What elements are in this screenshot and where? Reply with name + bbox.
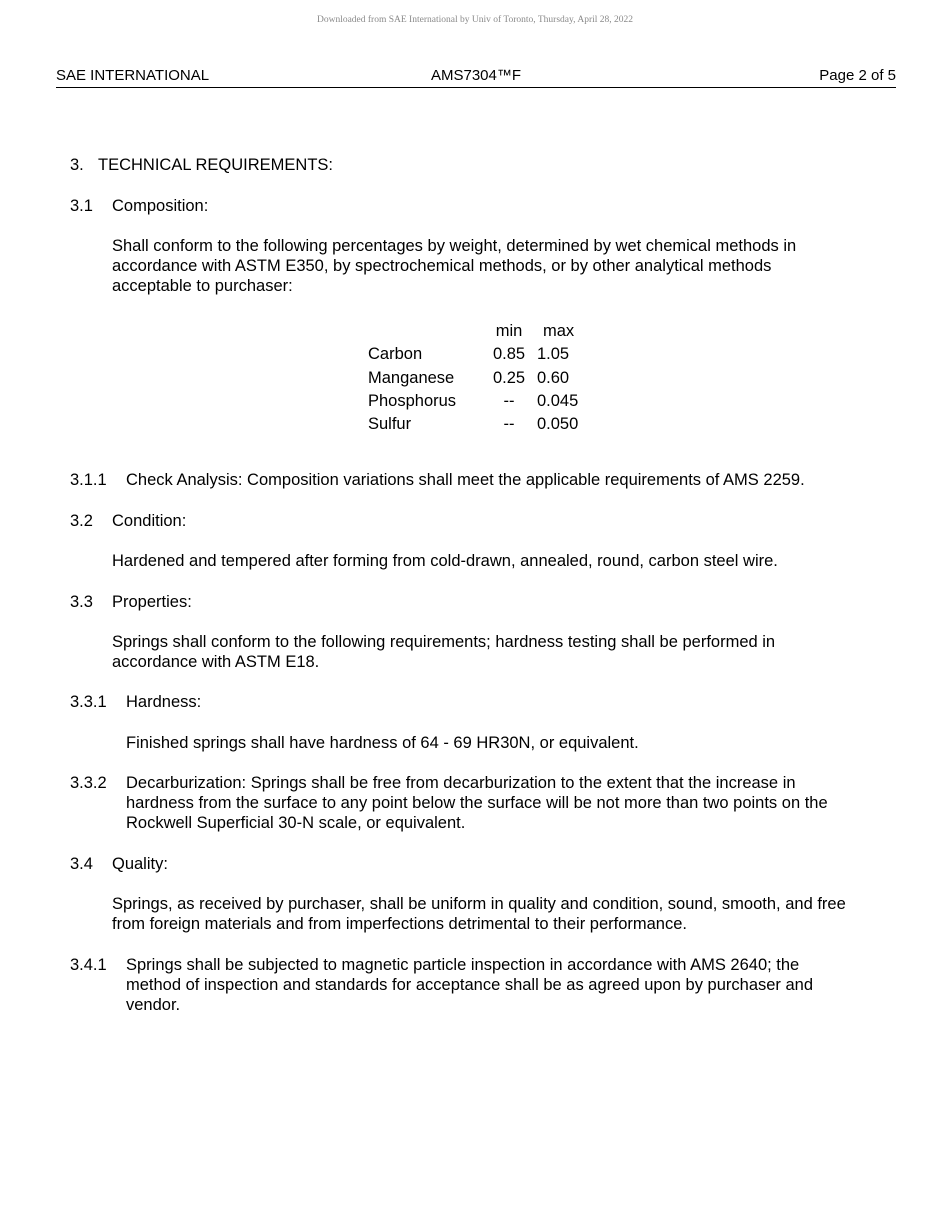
section-3-2-body: Hardened and tempered after forming from cold-drawn, annealed, round, carbon steel wire. (112, 552, 778, 570)
section-3-4-1-number: 3.4.1 (70, 956, 107, 974)
section-3-4-1-body: Springs shall be subjected to magnetic particle inspection in accordance with AMS 2640; the method of inspection and standards for acceptance shall be as agreed upon by purchaser and vendor. (126, 956, 814, 1014)
section-3-1-1-number: 3.1.1 (70, 471, 107, 489)
section-3-1-body: Shall conform to the following percentages by weight, determined by wet chemical methods in accordance with ASTM E350, by spectrochemical methods, or by other analytical methods acceptable to purchaser: (112, 237, 797, 295)
section-3-1-1-body: Check Analysis: Composition variations shall meet the applicable requirements of AMS 2259. (126, 471, 805, 489)
section-3-3-2-number: 3.3.2 (70, 774, 107, 792)
section-3-4-number: 3.4 (70, 855, 93, 873)
section-3-2-number: 3.2 (70, 512, 93, 530)
table-row (368, 390, 603, 413)
composition-header-element (368, 320, 481, 343)
element-name: Carbon (368, 345, 423, 364)
composition-header-min: min (495, 322, 523, 341)
element-max: 0.60 (537, 368, 570, 387)
section-3-1-number: 3.1 (70, 197, 93, 215)
element-min: 0.85 (492, 345, 526, 364)
element-min: -- (503, 392, 515, 411)
section-3-3-body: Springs shall conform to the following requirements; hardness testing shall be performed in accordance with ASTM E18. (112, 633, 776, 671)
section-3-3-1-number: 3.3.1 (70, 693, 107, 711)
element-max: 0.045 (537, 392, 579, 411)
section-3-2-title: Condition: (112, 512, 187, 530)
section-3-1-title: Composition: (112, 197, 209, 215)
section-3-3-number: 3.3 (70, 593, 93, 611)
table-row (368, 343, 603, 366)
section-3-3-2-body: Decarburization: Springs shall be free from decarburization to the extent that the increase in hardness from the surface to any point below the surface will be not more than two points on the Rockwell Superficial 30-N scale, or equivalent. (126, 774, 828, 832)
element-name: Sulfur (368, 415, 412, 434)
header-org: SAE INTERNATIONAL (56, 67, 210, 84)
table-row (368, 413, 603, 436)
element-name: Manganese (368, 368, 455, 387)
section-3-3-title: Properties: (112, 593, 192, 611)
header-doc-id: AMS7304™F (430, 67, 522, 84)
section-3-number: 3. (70, 156, 84, 174)
page-header (56, 67, 896, 88)
composition-table (368, 320, 603, 436)
section-3-4-body: Springs, as received by purchaser, shall be uniform in quality and condition, sound, smooth, and free from foreign materials and from imperfections detrimental to their performance. (112, 895, 846, 933)
element-max: 1.05 (537, 345, 570, 364)
section-3-3-1-title: Hardness: (126, 693, 202, 711)
element-name: Phosphorus (368, 392, 457, 411)
section-3-4-title: Quality: (112, 855, 168, 873)
download-watermark: Downloaded from SAE International by Univ of Toronto, Thursday, April 28, 2022 (316, 15, 634, 25)
element-max: 0.050 (537, 415, 579, 434)
element-min: 0.25 (492, 368, 526, 387)
element-min: -- (503, 415, 515, 434)
composition-header-max: max (543, 322, 575, 341)
section-3-title: TECHNICAL REQUIREMENTS: (98, 156, 333, 174)
section-3-3-1-body: Finished springs shall have hardness of 64 - 69 HR30N, or equivalent. (126, 734, 639, 752)
header-page-number: Page 2 of 5 (819, 67, 896, 84)
composition-header-row (368, 320, 603, 343)
table-row (368, 367, 603, 390)
